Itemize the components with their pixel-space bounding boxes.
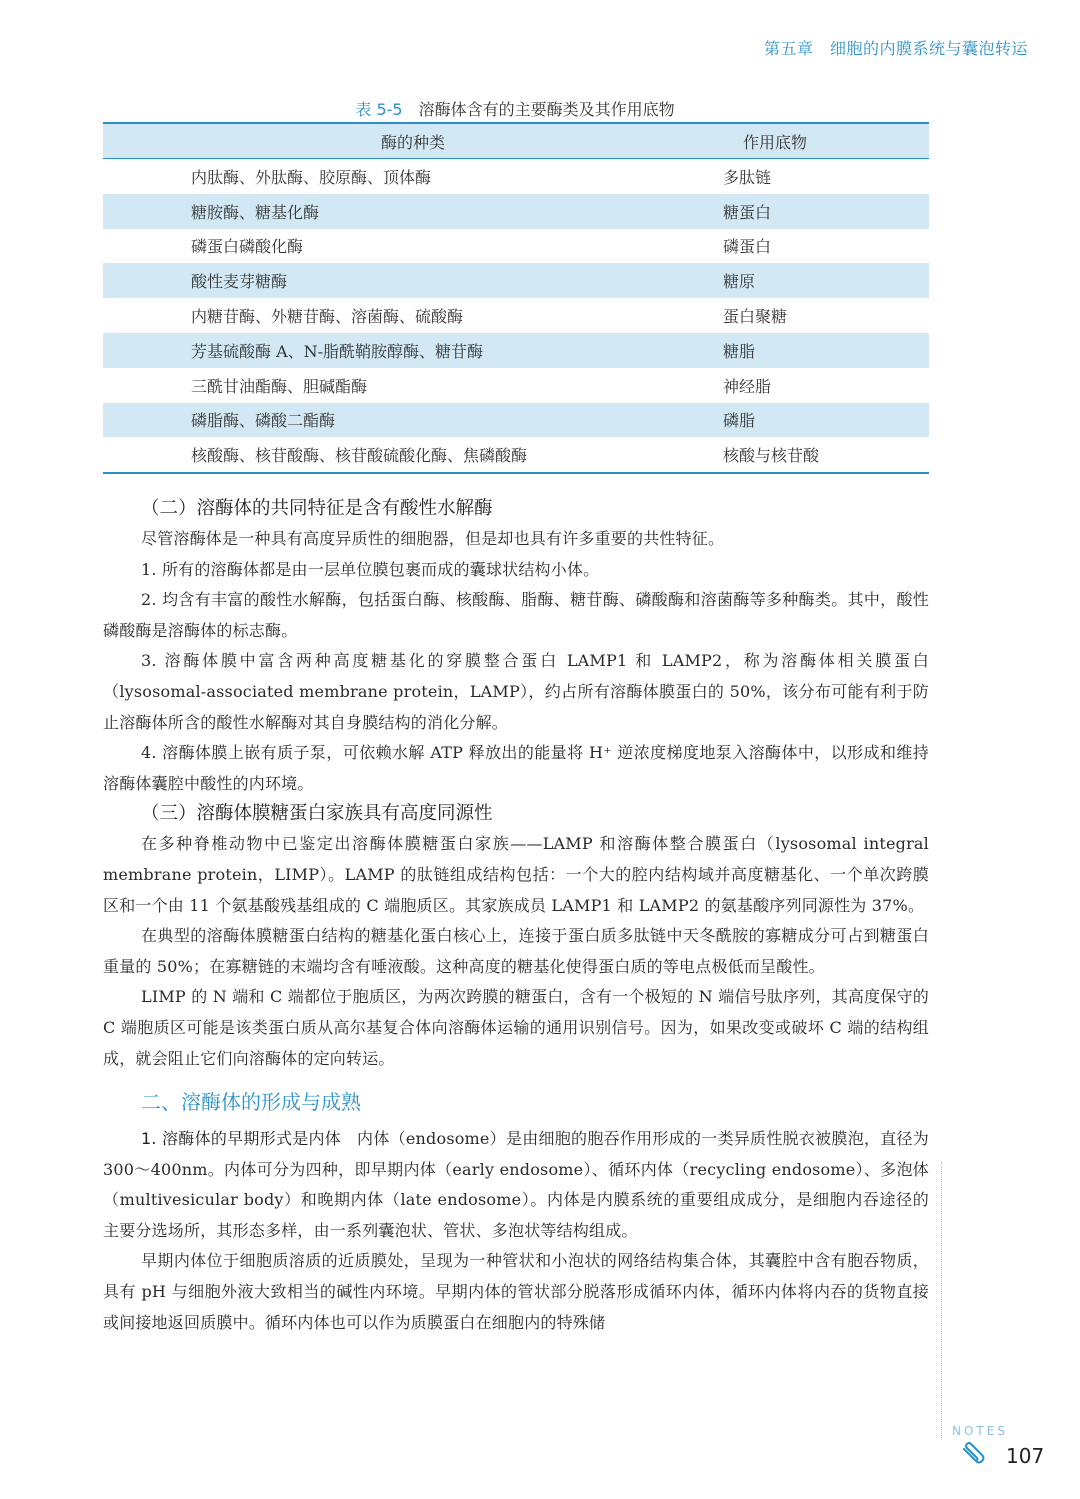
table-cell-enzyme: 三酰甘油酯酶、胆碱酯酶 [191, 376, 368, 396]
paragraph: 1. 所有的溶酶体都是由一层单位膜包裹而成的囊球状结构小体。 [141, 559, 600, 579]
paragraph: 2. 均含有丰富的酸性水解酶，包括蛋白酶、核酸酶、脂酶、糖苷酶、磷酸酶和溶菌酶等多种酶类。其中，酸性磷酸酶是溶酶体的标志酶。 [103, 590, 929, 640]
table-cell-enzyme: 磷脂酶、磷酸二酯酶 [103, 403, 723, 438]
table-row [103, 368, 929, 403]
body-text [103, 494, 929, 1338]
table-cell-enzyme: 内糖苷酶、外糖苷酶、溶菌酶、硫酸酶 [191, 307, 464, 327]
notes-margin-rule [941, 1162, 942, 1440]
table-cell-enzyme: 酸性麦芽糖酶 [103, 263, 723, 298]
section-heading-formation: 二、溶酶体的形成与成熟 [141, 1090, 361, 1115]
table-cell-substrate: 磷蛋白 [723, 237, 772, 257]
table-header-enzyme: 酶的种类 [103, 123, 723, 159]
table-cell-substrate: 多肽链 [723, 167, 772, 187]
table-cell-enzyme: 芳基硫酸酶 A、N-脂酰鞘胺醇酶、糖苷酶 [103, 333, 723, 368]
paragraph: 尽管溶酶体是一种具有高度异质性的细胞器，但是却也具有许多重要的共性特征。 [141, 529, 725, 548]
table-cell-enzyme: 磷蛋白磷酸化酶 [191, 237, 304, 257]
table-cell-substrate: 神经脂 [723, 376, 772, 396]
paragraph: LIMP 的 N 端和 C 端都位于胞质区，为两次跨膜的糖蛋白，含有一个极短的 N 端信号肽序列，其高度保守的 C 端胞质区可能是该类蛋白质从高尔基复合体向溶酶体运输的通用识别信号。因为，如果改变或破坏 C 端的结构组成，就会阻止它们向溶酶体的定向转运。 [103, 987, 929, 1068]
table-row [103, 333, 929, 368]
table-cell-substrate: 蛋白聚糖 [723, 307, 788, 327]
table-caption [0, 97, 1030, 120]
table-cell-substrate: 糖蛋白 [723, 194, 929, 229]
table-cell-substrate: 磷脂 [723, 403, 929, 438]
page-number: 107 [1006, 1444, 1045, 1468]
table-row [103, 159, 929, 194]
table-row [103, 403, 929, 438]
enzyme-table [103, 122, 929, 474]
table-row [103, 437, 929, 473]
table-header-row [103, 123, 929, 159]
table-cell-substrate: 糖原 [723, 263, 929, 298]
table-cell-substrate: 核酸与核苷酸 [723, 437, 929, 473]
table-row [103, 194, 929, 229]
table-cell-substrate: 糖脂 [723, 333, 929, 368]
table-header-substrate: 作用底物 [723, 123, 929, 159]
paragraph [103, 1124, 929, 1246]
paragraph-text: 内体（endosome）是由细胞的胞吞作用形成的一类异质性脱衣被膜泡，直径为 300～400nm。内体可分为四种，即早期内体（early endosome）、循环内体（recycling endosome）、多泡体（multivesicular body）和晚期内体（late endosome）。内体是内膜系统的重要组成成分，是细胞内吞途径的主要分选场所，其形态多样，由一系列囊泡状、管状、多泡状等结构组成。 [103, 1129, 930, 1240]
notes-label: NOTES [952, 1424, 1008, 1438]
chapter-header: 第五章 细胞的内膜系统与囊泡转运 [763, 39, 1028, 58]
paragraph: 3. 溶酶体膜中富含两种高度糖基化的穿膜整合蛋白 LAMP1 和 LAMP2，称为溶酶体相关膜蛋白（lysosomal-associated membrane protein，LAMP），约占所有溶酶体膜蛋白的 50%，该分布可能有利于防止溶酶体所含的酸性水解酶对其自身膜结构的消化分解。 [103, 651, 929, 732]
table-row [103, 263, 929, 298]
table-row [103, 298, 929, 333]
table-number: 表 5-5 [355, 100, 403, 119]
table-row [103, 229, 929, 264]
paragraph: 在典型的溶酶体膜糖蛋白结构的糖基化蛋白核心上，连接于蛋白质多肽链中天冬酰胺的寡糖成分可占到糖蛋白重量的 50%；在寡糖链的末端均含有唾液酸。这种高度的糖基化使得蛋白质的等电点极低而呈酸性。 [103, 926, 929, 976]
paperclip-icon [960, 1442, 990, 1468]
paragraph: 在多种脊椎动物中已鉴定出溶酶体膜糖蛋白家族——LAMP 和溶酶体整合膜蛋白（lysosomal integral membrane protein，LIMP）。LAMP 的肽链组成结构包括：一个大的腔内结构域并高度糖基化、一个单次跨膜区和一个由 11 个氨基酸残基组成的 C 端胞质区。其家族成员 LAMP1 和 LAMP2 的氨基酸序列同源性为 37%。 [103, 834, 929, 915]
section-heading-glycoprotein-family: （三）溶酶体膜糖蛋白家族具有高度同源性 [141, 803, 493, 825]
table-title: 溶酶体含有的主要酶类及其作用底物 [418, 100, 675, 119]
paragraph-lead: 1. 溶酶体的早期形式是内体 [141, 1129, 342, 1149]
table-cell-enzyme: 糖胺酶、糖基化酶 [103, 194, 723, 229]
table-cell-enzyme: 内肽酶、外肽酶、胶原酶、顶体酶 [191, 167, 432, 187]
section-heading-common-features: （二）溶酶体的共同特征是含有酸性水解酶 [141, 498, 493, 519]
table-cell-enzyme: 核酸酶、核苷酸酶、核苷酸硫酸化酶、焦磷酸酶 [103, 437, 723, 473]
paragraph: 早期内体位于细胞质溶质的近质膜处，呈现为一种管状和小泡状的网络结构集合体，其囊腔中含有胞吞物质，具有 pH 与细胞外液大致相当的碱性内环境。早期内体的管状部分脱落形成循环内体，循环内体将内吞的货物直接或间接地返回质膜中。循环内体也可以作为质膜蛋白在细胞内的特殊储 [103, 1251, 929, 1332]
paragraph: 4. 溶酶体膜上嵌有质子泵，可依赖水解 ATP 释放出的能量将 H⁺ 逆浓度梯度地泵入溶酶体中，以形成和维持溶酶体囊腔中酸性的内环境。 [103, 743, 929, 793]
